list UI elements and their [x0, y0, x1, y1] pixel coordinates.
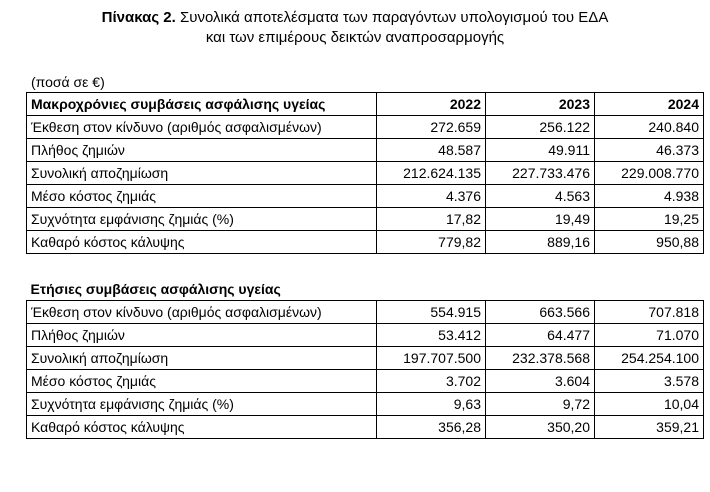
- cell-value: 53.412: [377, 324, 486, 347]
- empty-cell: [377, 278, 486, 301]
- table-row: [27, 162, 704, 185]
- cell-value: 663.566: [486, 301, 595, 324]
- cell-value: 272.659: [377, 116, 486, 139]
- row-label: Συχνότητα εμφάνισης ζημιάς (%): [27, 208, 377, 231]
- table-row: [27, 208, 704, 231]
- section-title: Μακροχρόνιες συμβάσεις ασφάλισης υγείας: [27, 93, 377, 116]
- row-label: Συνολική αποζημίωση: [27, 162, 377, 185]
- results-table: [26, 92, 704, 439]
- table-row: [27, 393, 704, 416]
- table-row: [27, 116, 704, 139]
- cell-value: 254.254.100: [595, 347, 704, 370]
- table-row: [27, 370, 704, 393]
- cell-value: 229.008.770: [595, 162, 704, 185]
- cell-value: 3.604: [486, 370, 595, 393]
- spacer-cell: [595, 254, 704, 278]
- cell-value: 64.477: [486, 324, 595, 347]
- section-header-row: [27, 278, 704, 301]
- cell-value: 356,28: [377, 416, 486, 439]
- section-header-row: [27, 93, 704, 116]
- cell-value: 9,72: [486, 393, 595, 416]
- spacer-cell: [486, 254, 595, 278]
- cell-value: 227.733.476: [486, 162, 595, 185]
- section-title: Ετήσιες συμβάσεις ασφάλισης υγείας: [27, 278, 377, 301]
- cell-value: 10,04: [595, 393, 704, 416]
- empty-cell: [595, 278, 704, 301]
- table-row: [27, 347, 704, 370]
- cell-value: 212.624.135: [377, 162, 486, 185]
- row-label: Έκθεση στον κίνδυνο (αριθμός ασφαλισμένων): [27, 116, 377, 139]
- caption-line-1: [0, 8, 710, 28]
- caption-title: Συνολικά αποτελέσματα των παραγόντων υπολογισμού του ΕΔΑ: [179, 9, 609, 26]
- empty-cell: [486, 278, 595, 301]
- row-label: Έκθεση στον κίνδυνο (αριθμός ασφαλισμένων): [27, 301, 377, 324]
- table-row: [27, 185, 704, 208]
- cell-value: 46.373: [595, 139, 704, 162]
- cell-value: 256.122: [486, 116, 595, 139]
- table-row: [27, 139, 704, 162]
- row-label: Συχνότητα εμφάνισης ζημιάς (%): [27, 393, 377, 416]
- row-label: Καθαρό κόστος κάλυψης: [27, 416, 377, 439]
- cell-value: 3.702: [377, 370, 486, 393]
- row-label: Συνολική αποζημίωση: [27, 347, 377, 370]
- cell-value: 350,20: [486, 416, 595, 439]
- caption-line-2: και των επιμέρους δεικτών αναπροσαρμογής: [205, 29, 505, 46]
- cell-value: 17,82: [377, 208, 486, 231]
- caption-label: Πίνακας 2.: [101, 9, 176, 26]
- table-row: [27, 416, 704, 439]
- cell-value: 197.707.500: [377, 347, 486, 370]
- spacer-row: [27, 254, 704, 278]
- cell-value: 19,49: [486, 208, 595, 231]
- row-label: Μέσο κόστος ζημιάς: [27, 370, 377, 393]
- cell-value: 3.578: [595, 370, 704, 393]
- spacer-cell: [27, 254, 377, 278]
- cell-value: 9,63: [377, 393, 486, 416]
- cell-value: 232.378.568: [486, 347, 595, 370]
- row-label: Πλήθος ζημιών: [27, 324, 377, 347]
- table-row: [27, 301, 704, 324]
- table-row: [27, 324, 704, 347]
- cell-value: 49.911: [486, 139, 595, 162]
- cell-value: 240.840: [595, 116, 704, 139]
- table-caption: [0, 8, 710, 48]
- year-header: 2023: [486, 93, 595, 116]
- cell-value: 48.587: [377, 139, 486, 162]
- row-label: Πλήθος ζημιών: [27, 139, 377, 162]
- cell-value: 19,25: [595, 208, 704, 231]
- cell-value: 4.938: [595, 185, 704, 208]
- spacer-cell: [377, 254, 486, 278]
- cell-value: 359,21: [595, 416, 704, 439]
- cell-value: 554.915: [377, 301, 486, 324]
- cell-value: 4.376: [377, 185, 486, 208]
- year-header: 2022: [377, 93, 486, 116]
- unit-note: (ποσά σε €): [31, 74, 105, 90]
- row-label: Μέσο κόστος ζημιάς: [27, 185, 377, 208]
- cell-value: 889,16: [486, 231, 595, 254]
- row-label: Καθαρό κόστος κάλυψης: [27, 231, 377, 254]
- cell-value: 707.818: [595, 301, 704, 324]
- year-header: 2024: [595, 93, 704, 116]
- cell-value: 4.563: [486, 185, 595, 208]
- cell-value: 779,82: [377, 231, 486, 254]
- cell-value: 950,88: [595, 231, 704, 254]
- table-row: [27, 231, 704, 254]
- cell-value: 71.070: [595, 324, 704, 347]
